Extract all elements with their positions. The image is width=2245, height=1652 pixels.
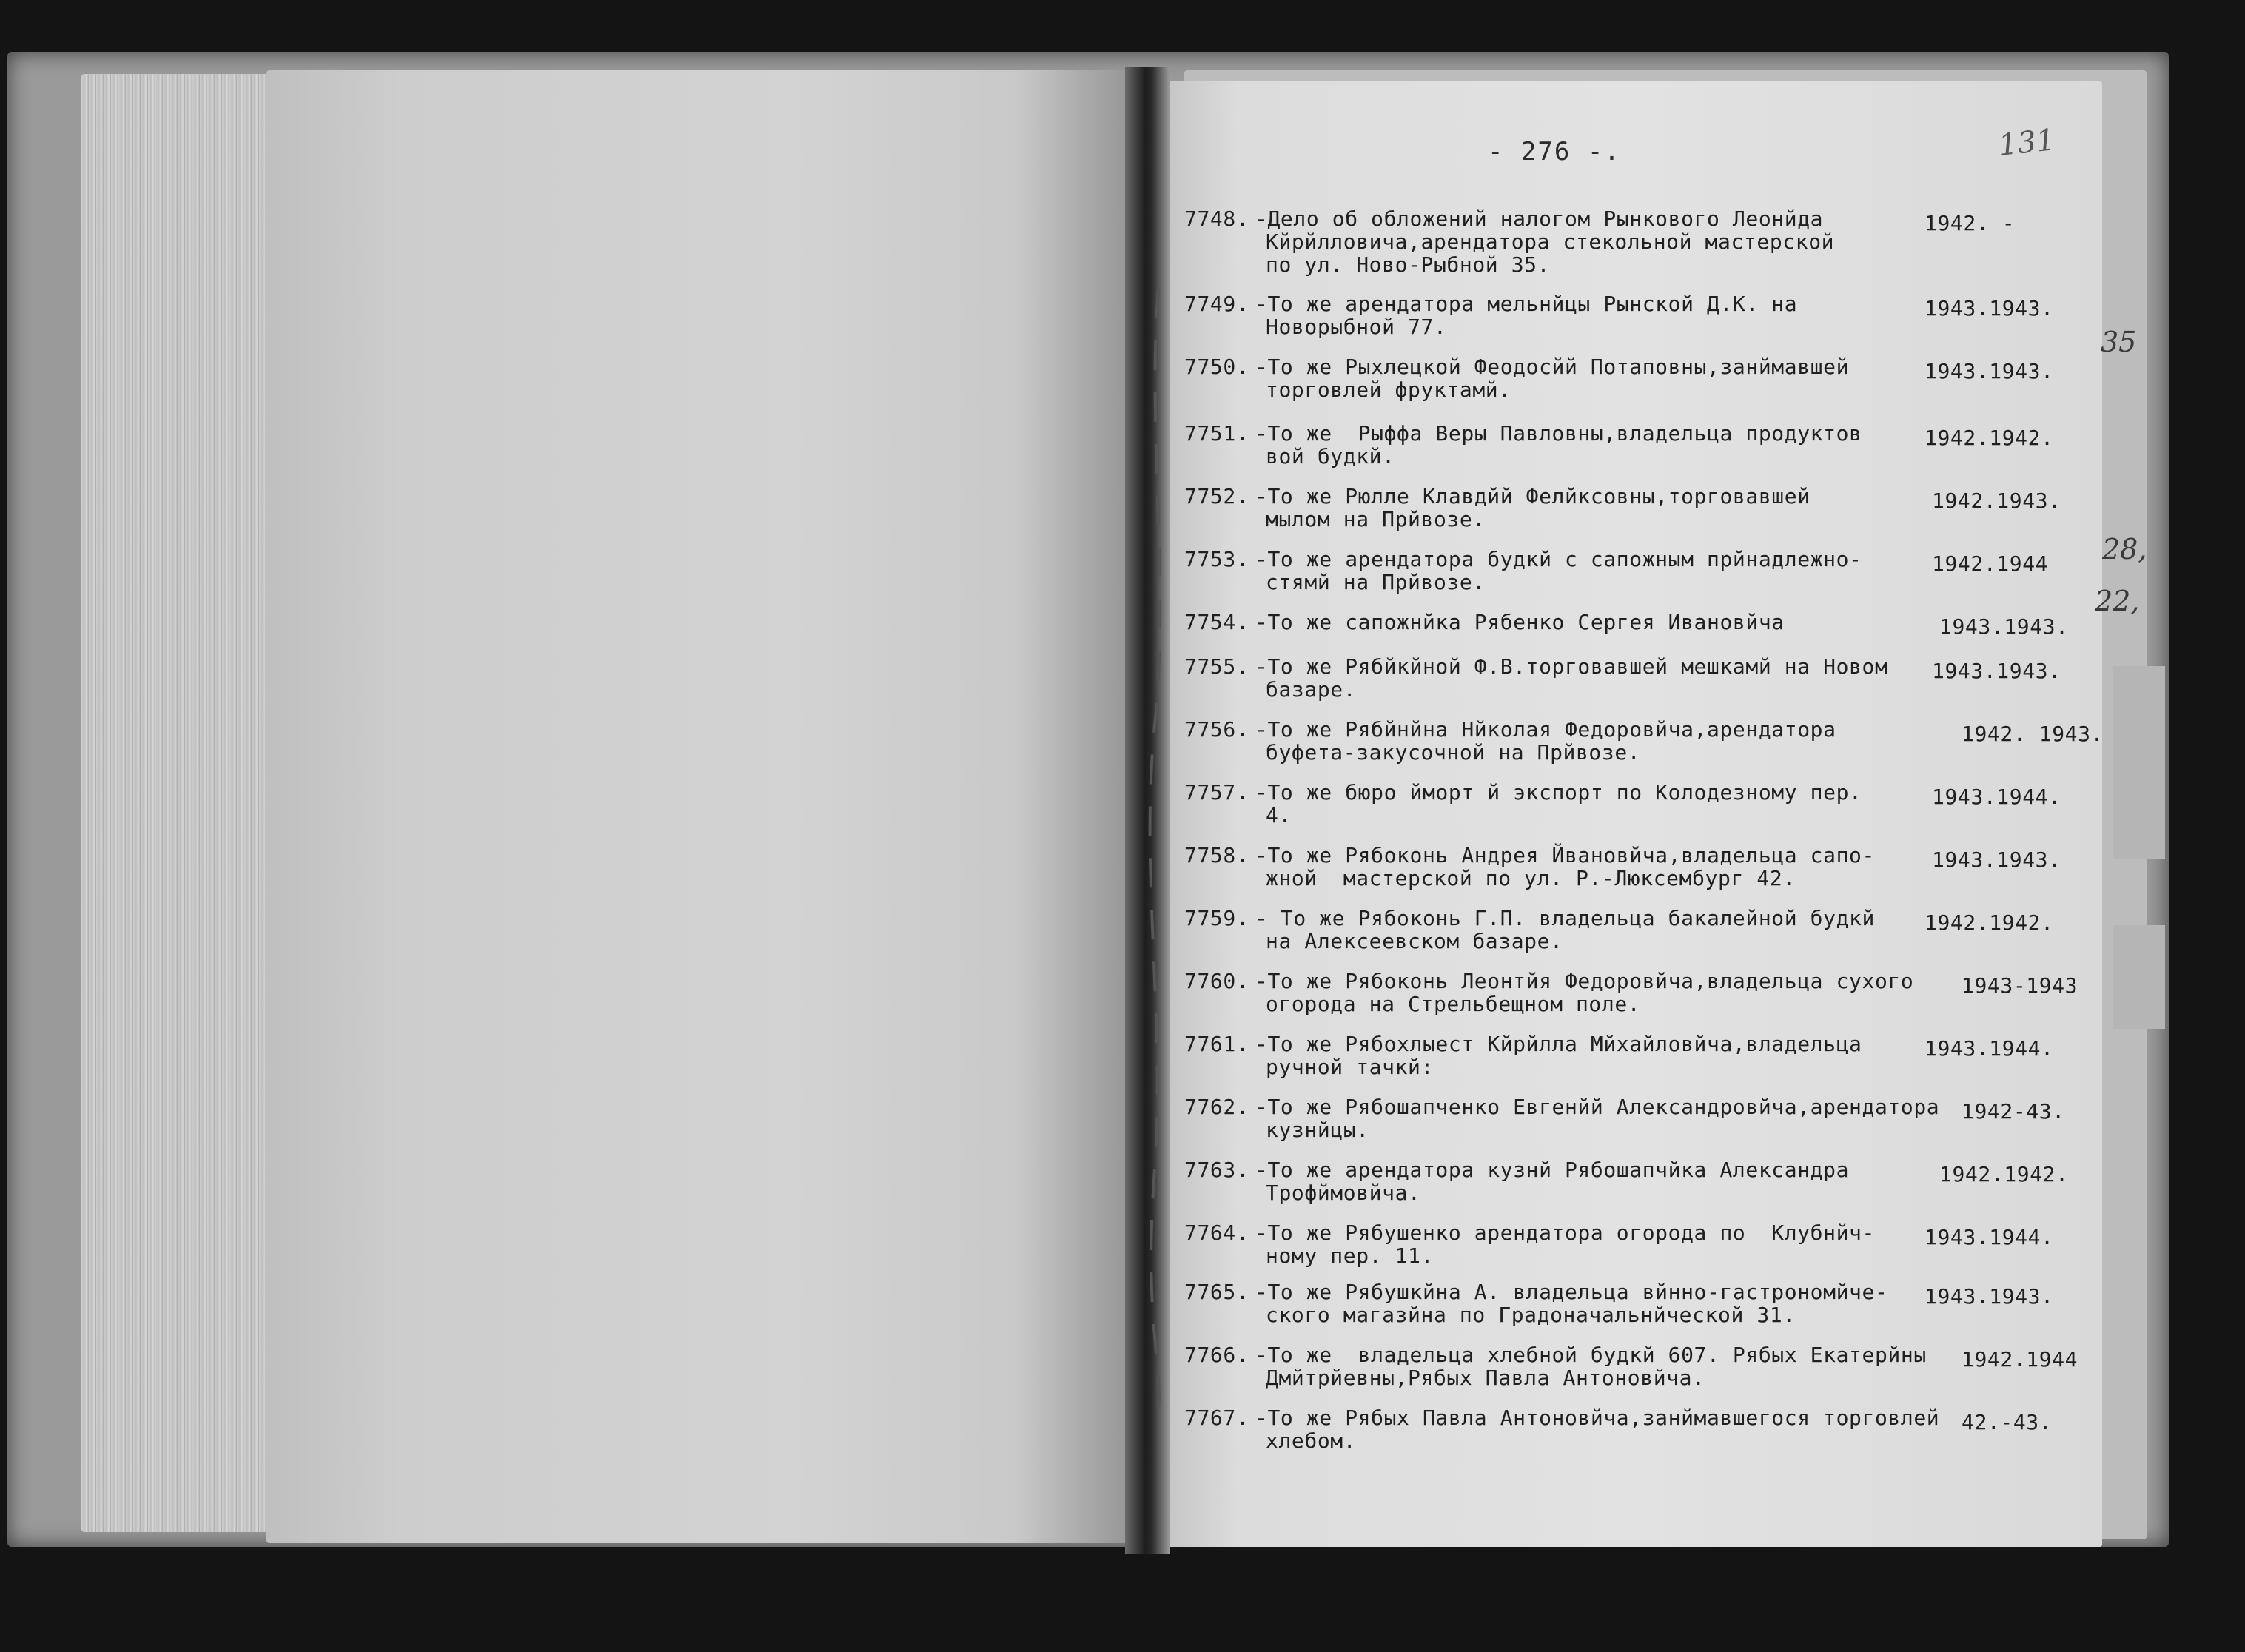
entry-text-line: -То же Рюлле Клавдйй Фелйксовны,торговавшей — [1255, 484, 1811, 508]
entry-text-line: - То же Рябоконь Г.П. владельца бакалейной будкй — [1255, 906, 1875, 930]
entry-years: 1943.1944. — [1924, 1036, 2054, 1061]
entry-years: 1943.1943. — [1924, 296, 2054, 320]
entry-number: 7751. — [1184, 421, 1249, 446]
entry-text-line: -То же Рябушенко арендатора огорода по Клубнйч- — [1255, 1220, 1875, 1245]
entry-text-line: -То же Рябйкйной Ф.В.торговавшей мешкамй на Новом — [1255, 654, 1888, 679]
page-number: - 276 -. — [1488, 137, 1621, 167]
entry-text-line: ского магазйна по Градоначальнйческой 31. — [1266, 1303, 1796, 1327]
entry-years: 1942.1942. — [1924, 910, 2054, 935]
entry-years: 1943.1943. — [1932, 659, 2061, 683]
margin-note-1: 35 — [2101, 326, 2137, 358]
frayed-edge-2 — [2113, 925, 2165, 1029]
entry-years: 1943.1943. — [1924, 359, 2054, 383]
entry-text-line: -То же Рыхлецкой Феодосйй Потаповны,занймавшей — [1255, 355, 1850, 379]
folio-number: 131 — [1996, 123, 2057, 163]
margin-note-3: 22, — [2095, 585, 2140, 617]
entry-years: 1942.1942. — [1939, 1162, 2069, 1186]
entry-text-line: 4. — [1266, 803, 1292, 827]
entry-text-line: Кйрйлловича,арендатора стекольной мастерской — [1266, 229, 1835, 254]
entry-text-line: -То же арендатора мельнйцы Рынской Д.К. на — [1255, 292, 1798, 316]
entry-text-line: на Алексеевском базаре. — [1266, 929, 1563, 953]
entry-text-line: Новорыбной 77. — [1266, 315, 1447, 339]
entry-years: 1942.1944 — [1962, 1347, 2078, 1371]
left-page-blank — [266, 70, 1147, 1543]
entry-years: 1942. 1943. — [1962, 722, 2104, 746]
entry-number: 7757. — [1184, 780, 1249, 805]
entry-number: 7753. — [1184, 547, 1249, 571]
entry-years: 1943.1944. — [1924, 1225, 2054, 1249]
entry-text-line: -То же Рябйнйна Нйколая Федоровйча,арендатора — [1255, 717, 1836, 742]
entry-text-line: ному пер. 11. — [1266, 1243, 1434, 1268]
entry-text-line: мылом на Прйвозе. — [1266, 507, 1486, 531]
entry-text-line: вой будкй. — [1266, 444, 1395, 469]
entry-number: 7749. — [1184, 292, 1249, 316]
entry-text-line: -То же бюро йморт й экспорт по Колодезному пер. — [1255, 780, 1862, 805]
entry-text-line: торговлей фруктамй. — [1266, 377, 1511, 402]
entry-years: 1942-43. — [1962, 1099, 2065, 1124]
entry-number: 7763. — [1184, 1158, 1249, 1182]
entry-text-line: -То же Рыффа Веры Павловны,владельца продуктов — [1255, 421, 1862, 446]
entry-text-line: -То же арендатора кузнй Рябошапчйка Александра — [1255, 1158, 1850, 1182]
entry-text-line: Дмйтрйевны,Рябых Павла Антоновйча. — [1266, 1366, 1705, 1390]
entry-years: 1943.1943. — [1939, 614, 2069, 639]
entry-text-line: по ул. Ново-Рыбной 35. — [1266, 252, 1551, 277]
entry-text-line: хлебом. — [1266, 1428, 1357, 1453]
entry-number: 7752. — [1184, 484, 1249, 508]
entry-text-line: -То же Рябых Павла Антоновйча,занймавшегося торговлей — [1255, 1406, 1940, 1430]
entry-number: 7760. — [1184, 969, 1249, 993]
entry-number: 7765. — [1184, 1280, 1249, 1304]
entry-number: 7748. — [1184, 206, 1249, 231]
entry-text-line: стямй на Прйвозе. — [1266, 570, 1486, 594]
entry-text-line: буфета-закусочной на Прйвозе. — [1266, 740, 1641, 765]
entry-text-line: жной мастерской по ул. Р.-Люксембург 42. — [1266, 866, 1796, 890]
entry-number: 7762. — [1184, 1095, 1249, 1119]
entry-years: 1943.1943. — [1924, 1284, 2054, 1309]
entry-text-line: ручной тачкй: — [1266, 1055, 1434, 1079]
entry-text-line: -Дело об обложений налогом Рынкового Леонйда — [1255, 206, 1824, 231]
entry-years: 1942.1944 — [1932, 551, 2049, 576]
frayed-edge-1 — [2113, 666, 2165, 859]
entry-text-line: -То же владельца хлебной будкй 607. Рябых Екатерйны — [1255, 1343, 1927, 1367]
entry-number: 7755. — [1184, 654, 1249, 679]
entry-years: 1942.1942. — [1924, 426, 2054, 450]
entry-years: 1942. - — [1924, 211, 2016, 235]
entry-text-line: -То же арендатора будкй с сапожным прйнадлежно- — [1255, 547, 1862, 571]
entry-number: 7756. — [1184, 717, 1249, 742]
entry-number: 7754. — [1184, 610, 1249, 634]
entry-years: 1943-1943 — [1962, 973, 2078, 998]
entry-text-line: -То же Рябошапченко Евгенйй Александровйча,арендатора — [1255, 1095, 1940, 1119]
margin-note-2: 28, — [2102, 533, 2147, 565]
entry-text-line: Трофймовйча. — [1266, 1181, 1421, 1205]
entry-years: 42.-43. — [1962, 1410, 2053, 1434]
entry-text-line: огорода на Стрельбещном поле. — [1266, 992, 1641, 1016]
entry-years: 1943.1943. — [1932, 847, 2061, 872]
entry-text-line: базаре. — [1266, 677, 1357, 702]
entry-text-line: -То же Рябоконь Андрея Йвановйча,владельца сапо- — [1255, 843, 1875, 867]
entry-number: 7767. — [1184, 1406, 1249, 1430]
entry-number: 7750. — [1184, 355, 1249, 379]
entry-number: 7766. — [1184, 1343, 1249, 1367]
entry-years: 1942.1943. — [1932, 488, 2061, 513]
entry-text-line: -То же Рябохлыест Кйрйлла Мйхайловйча,владельца — [1255, 1032, 1862, 1056]
entry-number: 7761. — [1184, 1032, 1249, 1056]
entry-text-line: -То же Рябушкйна А. владельца вйнно-гастрономйче- — [1255, 1280, 1888, 1304]
entry-text-line: -То же сапожнйка Рябенко Сергея Ивановйча — [1255, 610, 1785, 634]
entry-years: 1943.1944. — [1932, 785, 2061, 809]
vertical-handwriting-mark — [1132, 281, 1184, 1421]
entry-number: 7758. — [1184, 843, 1249, 867]
entry-text-line: -То же Рябоконь Леонтйя Федоровйча,владельца сухого — [1255, 969, 1914, 993]
entry-text-line: кузнйцы. — [1266, 1118, 1369, 1142]
entry-number: 7764. — [1184, 1220, 1249, 1245]
entry-number: 7759. — [1184, 906, 1249, 930]
